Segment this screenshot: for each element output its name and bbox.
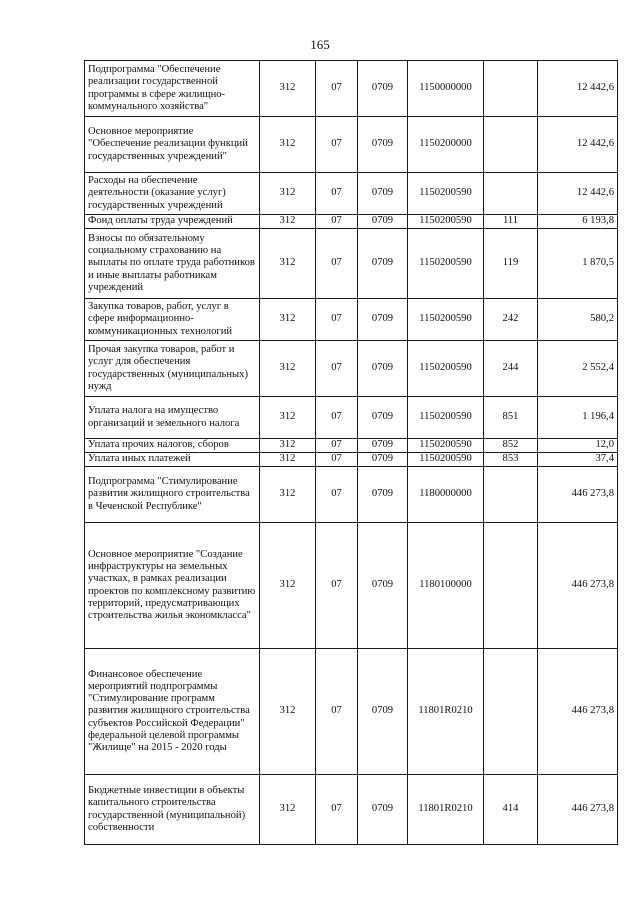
subsection-code-cell: 0709 [358,61,408,117]
page-number: 165 [310,37,330,52]
target-article-cell: 1150200590 [408,341,484,397]
row-name-cell: Основное мероприятие "Обеспечение реализации функций государственных учреждений" [85,117,260,173]
amount-cell: 446 273,8 [538,523,618,649]
row-name-cell: Прочая закупка товаров, работ и услуг для обеспечения государственных (муниципальных) нужд [85,341,260,397]
table-row [85,397,618,439]
expense-type-cell: 242 [484,299,538,341]
expense-type-cell: 851 [484,397,538,439]
target-article-cell: 11801R0210 [408,649,484,775]
ministry-code-cell: 312 [260,453,316,467]
section-code-cell: 07 [316,61,358,117]
amount-cell: 446 273,8 [538,649,618,775]
row-name-cell: Бюджетные инвестиции в объекты капитального строительства государственной (муниципальной) собственности [85,775,260,845]
section-code-cell: 07 [316,117,358,173]
row-name-cell: Уплата иных платежей [85,453,260,467]
subsection-code-cell: 0709 [358,215,408,229]
subsection-code-cell: 0709 [358,467,408,523]
section-code-cell: 07 [316,523,358,649]
amount-cell: 12 442,6 [538,173,618,215]
expense-type-cell [484,467,538,523]
ministry-code-cell: 312 [260,775,316,845]
expense-type-cell [484,649,538,775]
row-name-cell: Финансовое обеспечение мероприятий подпрограммы "Стимулирование программ развития жилищного строительства субъектов Российской Федерации" федеральной целевой программы "Жилище" на 2015 - 2020 годы [85,649,260,775]
expense-type-cell [484,117,538,173]
ministry-code-cell: 312 [260,523,316,649]
section-code-cell: 07 [316,649,358,775]
expense-type-cell: 111 [484,215,538,229]
table-row [85,215,618,229]
section-code-cell: 07 [316,453,358,467]
ministry-code-cell: 312 [260,215,316,229]
row-name-cell: Основное мероприятие "Создание инфраструктуры на земельных участках, в рамках реализации проектов по комплексному развитию территорий, предусматривающих строительства жилья экономкласса" [85,523,260,649]
ministry-code-cell: 312 [260,341,316,397]
subsection-code-cell: 0709 [358,649,408,775]
subsection-code-cell: 0709 [358,173,408,215]
target-article-cell: 1180000000 [408,467,484,523]
section-code-cell: 07 [316,775,358,845]
row-name-cell: Уплата прочих налогов, сборов [85,439,260,453]
table-row [85,173,618,215]
section-code-cell: 07 [316,229,358,299]
row-name-cell: Уплата налога на имущество организаций и земельного налога [85,397,260,439]
subsection-code-cell: 0709 [358,397,408,439]
target-article-cell: 1150200590 [408,299,484,341]
target-article-cell: 1150200590 [408,453,484,467]
expense-type-cell [484,61,538,117]
table-row [85,649,618,775]
ministry-code-cell: 312 [260,229,316,299]
ministry-code-cell: 312 [260,397,316,439]
amount-cell: 1 196,4 [538,397,618,439]
row-name-cell: Закупка товаров, работ, услуг в сфере информационно-коммуникационных технологий [85,299,260,341]
section-code-cell: 07 [316,439,358,453]
target-article-cell: 1150200590 [408,439,484,453]
amount-cell: 12 442,6 [538,61,618,117]
subsection-code-cell: 0709 [358,117,408,173]
expense-type-cell: 244 [484,341,538,397]
target-article-cell: 1180100000 [408,523,484,649]
budget-table [84,60,618,845]
table-row [85,341,618,397]
subsection-code-cell: 0709 [358,453,408,467]
subsection-code-cell: 0709 [358,523,408,649]
amount-cell: 1 870,5 [538,229,618,299]
amount-cell: 2 552,4 [538,341,618,397]
target-article-cell: 1150200590 [408,173,484,215]
amount-cell: 6 193,8 [538,215,618,229]
subsection-code-cell: 0709 [358,229,408,299]
expense-type-cell [484,523,538,649]
amount-cell: 37,4 [538,453,618,467]
section-code-cell: 07 [316,397,358,439]
ministry-code-cell: 312 [260,117,316,173]
ministry-code-cell: 312 [260,467,316,523]
expense-type-cell: 852 [484,439,538,453]
row-name-cell: Подпрограмма "Обеспечение реализации государственной программы в сфере жилищно-коммунального хозяйства" [85,61,260,117]
table-row [85,61,618,117]
table-row [85,523,618,649]
subsection-code-cell: 0709 [358,341,408,397]
amount-cell: 446 273,8 [538,775,618,845]
target-article-cell: 1150200000 [408,117,484,173]
expense-type-cell: 119 [484,229,538,299]
ministry-code-cell: 312 [260,439,316,453]
section-code-cell: 07 [316,467,358,523]
subsection-code-cell: 0709 [358,775,408,845]
table-row [85,299,618,341]
table-row [85,117,618,173]
amount-cell: 12 442,6 [538,117,618,173]
target-article-cell: 1150200590 [408,215,484,229]
ministry-code-cell: 312 [260,649,316,775]
table-body [85,61,618,845]
amount-cell: 446 273,8 [538,467,618,523]
section-code-cell: 07 [316,299,358,341]
expense-type-cell: 414 [484,775,538,845]
ministry-code-cell: 312 [260,299,316,341]
target-article-cell: 11801R0210 [408,775,484,845]
section-code-cell: 07 [316,173,358,215]
amount-cell: 12,0 [538,439,618,453]
expense-type-cell [484,173,538,215]
table-row [85,775,618,845]
row-name-cell: Фонд оплаты труда учреждений [85,215,260,229]
expense-type-cell: 853 [484,453,538,467]
table-row [85,467,618,523]
ministry-code-cell: 312 [260,61,316,117]
target-article-cell: 1150200590 [408,229,484,299]
target-article-cell: 1150200590 [408,397,484,439]
amount-cell: 580,2 [538,299,618,341]
table-row [85,453,618,467]
target-article-cell: 1150000000 [408,61,484,117]
subsection-code-cell: 0709 [358,299,408,341]
ministry-code-cell: 312 [260,173,316,215]
section-code-cell: 07 [316,215,358,229]
section-code-cell: 07 [316,341,358,397]
table-row [85,439,618,453]
row-name-cell: Подпрограмма "Стимулирование развития жилищного строительства в Чеченской Республике" [85,467,260,523]
table-row [85,229,618,299]
row-name-cell: Взносы по обязательному социальному страхованию на выплаты по оплате труда работников и иные выплаты работникам учреждений [85,229,260,299]
subsection-code-cell: 0709 [358,439,408,453]
row-name-cell: Расходы на обеспечение деятельности (оказание услуг) государственных учреждений [85,173,260,215]
